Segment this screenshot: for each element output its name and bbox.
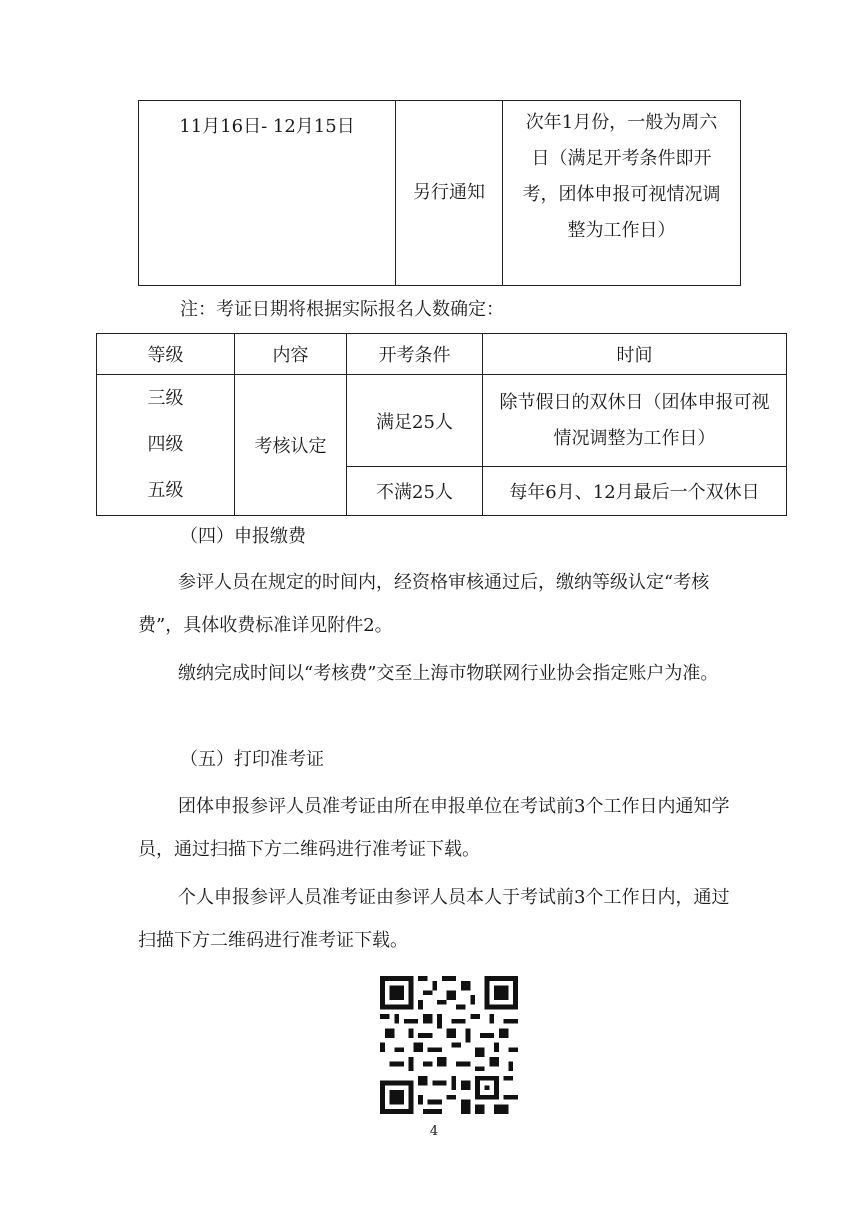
condition-met-cell: 满足25人 <box>347 375 483 467</box>
cert-line: 日（满足开考条件即开 <box>531 148 712 169</box>
level-3: 三级 <box>147 388 184 409</box>
section-4-paragraph-1: 参评人员在规定的时间内，经资格审核通过后，缴纳等级认定“考核费”，具体收费标准详见附件2。 <box>138 572 710 636</box>
date-range-cell: 11月16日- 12月15日 <box>139 101 396 286</box>
condition-unmet-cell: 不满25人 <box>347 467 483 516</box>
page-number: 4 <box>429 1124 439 1139</box>
exam-time-cell: 另行通知 <box>396 101 503 286</box>
section-5-paragraph-1: 团体申报参评人员准考证由所在申报单位在考试前3个工作日内通知学员，通过扫描下方二维码进行准考证下载。 <box>138 796 730 860</box>
level-4: 四级 <box>147 434 184 455</box>
header-condition: 开考条件 <box>347 334 483 375</box>
qr-code-icon[interactable] <box>380 976 518 1114</box>
table-note: 注：考证日期将根据实际报名人数确定： <box>180 299 504 320</box>
section-5-heading: （五）打印准考证 <box>180 749 324 770</box>
time-met-cell: 除节假日的双休日（团体申报可视情况调整为工作日） <box>483 375 787 467</box>
content-cell: 考核认定 <box>235 375 347 516</box>
cert-line: 次年1月份，一般为周六 <box>525 112 718 133</box>
time-unmet-cell: 每年6月、12月最后一个双休日 <box>483 467 787 516</box>
section-4-heading: （四）申报缴费 <box>180 526 306 547</box>
header-content: 内容 <box>235 334 347 375</box>
section-4-paragraph-2: 缴纳完成时间以“考核费”交至上海市物联网行业协会指定账户为准。 <box>178 663 719 684</box>
section-5-paragraph-2: 个人申报参评人员准考证由参评人员本人于考试前3个工作日内，通过扫描下方二维码进行准考证下载。 <box>138 887 730 951</box>
header-time: 时间 <box>483 334 787 375</box>
levels-cell <box>97 375 235 516</box>
level-table <box>96 333 787 516</box>
schedule-table <box>138 100 741 286</box>
cert-line: 整为工作日） <box>567 220 676 241</box>
cert-line: 考，团体申报可视情况调 <box>522 184 721 205</box>
level-5: 五级 <box>147 480 184 501</box>
header-level: 等级 <box>97 334 235 375</box>
certificate-time-cell <box>503 101 741 286</box>
